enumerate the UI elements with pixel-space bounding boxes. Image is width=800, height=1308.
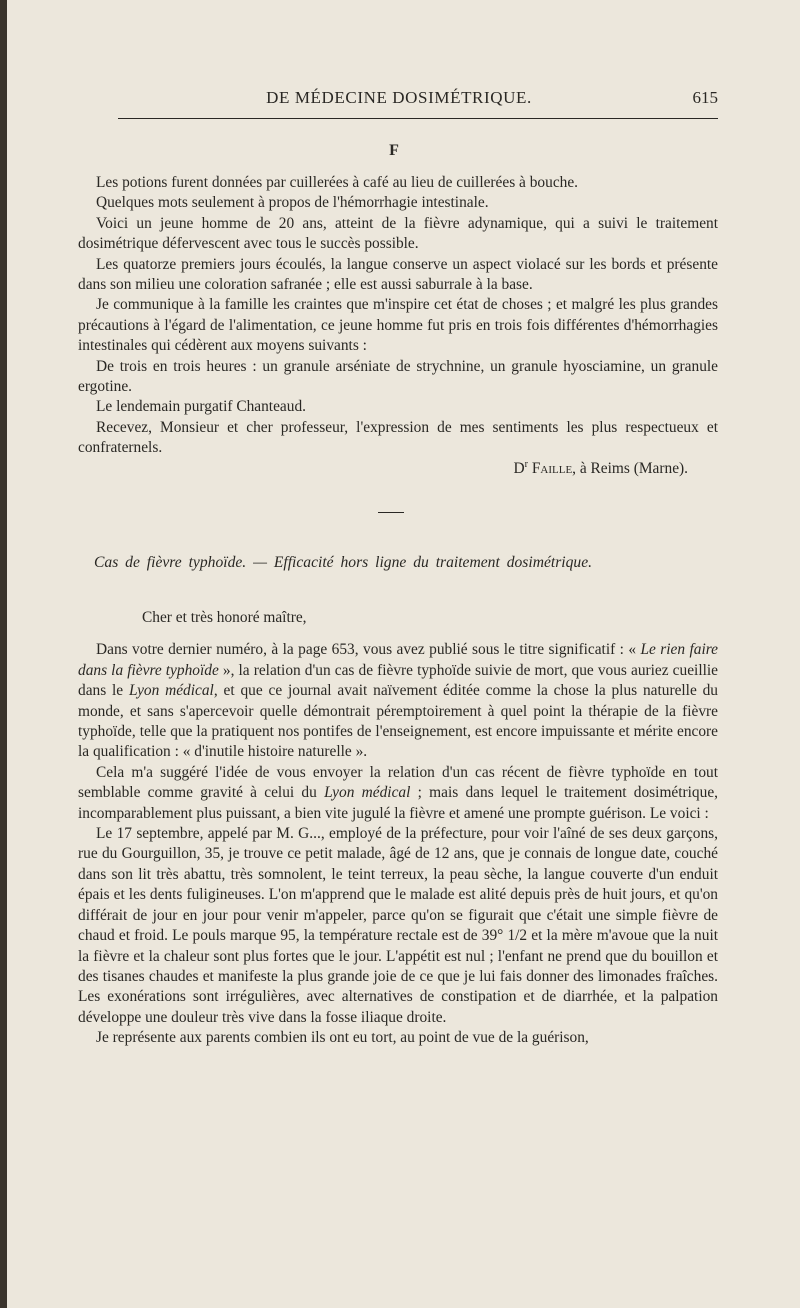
letter-body xyxy=(78,173,718,479)
section-letter: F xyxy=(389,142,399,159)
header-rule xyxy=(118,118,718,119)
signature-title-sup: r xyxy=(524,458,528,470)
signature-line xyxy=(78,459,718,479)
paragraph: Voici un jeune homme de 20 ans, atteint de la fièvre adynamique, qui a suivi le traitement dosimétrique défervescent avec tous le succès possible. xyxy=(78,214,718,253)
signature-place: , à Reims (Marne). xyxy=(572,459,688,477)
article-title: Cas de fièvre typhoïde. — Efficacité hors ligne du traitement dosimétrique. xyxy=(94,554,593,571)
paragraph: Je communique à la famille les craintes que m'inspire cet état de choses ; et malgré les plus grandes précautions à l'égard de l'alimentation, ce jeune homme fut pris en trois fois différentes d'hémorrhagies intestinales qui cédèrent aux moyens suivants : xyxy=(78,296,718,355)
paragraph: De trois en trois heures : un granule arséniate de strychnine, un granule hyosciamine, un granule ergotine. xyxy=(78,357,718,396)
case-body xyxy=(78,608,718,1049)
paragraph xyxy=(78,763,718,824)
signature xyxy=(514,459,688,479)
book-binding-edge xyxy=(0,0,7,1308)
page-number: 615 xyxy=(692,88,718,107)
signature-title: D xyxy=(513,459,525,477)
text-run: Cela m'a suggéré l'idée de vous envoyer la relation d'un cas récent de fièvre typhoïde en tout semblable comme gravité à celui du xyxy=(78,763,718,802)
signature-name: Faille xyxy=(531,459,573,477)
paragraph xyxy=(78,640,718,762)
paragraph: Le lendemain purgatif Chanteaud. xyxy=(96,398,306,416)
text-run: ; mais dans lequel le traitement dosimétrique, incomparablement plus puissant, a bien vite jugulé la fièvre et amené une prompte guérison. Le voici : xyxy=(78,784,718,822)
text-run: , et que ce journal avait naïvement éditée comme la chose la plus naturelle du monde, et sans s'apercevoir quelle démontrait péremptoirement à quel point la thérapie de la fièvre typhoïde, telle que la pratiquent nos pontifes de l'enseignement, est encore impuissante et mérite encore la qualification : « d'inutile histoire naturelle ». xyxy=(78,682,719,761)
text-run: Dans votre dernier numéro, à la page 653, vous avez publié sous le titre significatif : « xyxy=(96,641,641,659)
running-header: DE MÉDECINE DOSIMÉTRIQUE. xyxy=(266,88,532,107)
journal-name: Lyon médical xyxy=(128,682,214,700)
section-divider xyxy=(378,512,404,513)
paragraph: Le 17 septembre, appelé par M. G..., employé de la préfecture, pour voir l'aîné de ses deux garçons, rue du Gourguillon, 35, je trouve ce petit malade, âgé de 12 ans, que je connais de longue date, couché dans son lit très abattu, très somnolent, le teint terreux, la peau sèche, la langue couverte d'un enduit épais et les dents fuligineuses. L'on m'apprend que le malade est alité depuis près de huit jours, et qu'on différait de jour en jour pour venir m'appeler, parce qu'on se figurait que c'était une simple fièvre de chaud et froid. Le pouls marque 95, la température rectale est de 39° 1/2 et la mère m'avoue que la nuit la fièvre et la chaleur sont plus fortes que le jour. L'appétit est nul ; l'enfant ne prend que du bouillon et des tisanes chaudes et manifeste la plus grande joie de ce que je lui fais donner des limonades fraîches. Les exonérations sont irrégulières, avec alternatives de constipation et de diarrhée, et la palpation développe une douleur très vive dans la fosse iliaque droite. xyxy=(78,825,718,1026)
paragraph: Les quatorze premiers jours écoulés, la langue conserve un aspect violacé sur les bords et présente dans son milieu une coloration safranée ; elle est aussi saburrale à la base. xyxy=(78,255,718,294)
journal-name: Lyon médical xyxy=(324,784,411,802)
cited-title: Le rien faire dans la fièvre typhoïde xyxy=(78,641,718,679)
paragraph: Recevez, Monsieur et cher professeur, l'expression de mes sentiments les plus respectueux et confraternels. xyxy=(78,418,718,457)
salutation: Cher et très honoré maître, xyxy=(142,609,307,626)
paragraph: Je représente aux parents combien ils ont eu tort, au point de vue de la guérison, xyxy=(96,1029,589,1047)
text-run: », la relation d'un cas de fièvre typhoïde suivie de mort, que vous auriez cueillie dans le xyxy=(78,661,718,700)
paragraph: Les potions furent données par cuillerées à café au lieu de cuillerées à bouche. xyxy=(96,174,579,191)
paragraph: Quelques mots seulement à propos de l'hémorrhagie intestinale. xyxy=(96,194,489,212)
